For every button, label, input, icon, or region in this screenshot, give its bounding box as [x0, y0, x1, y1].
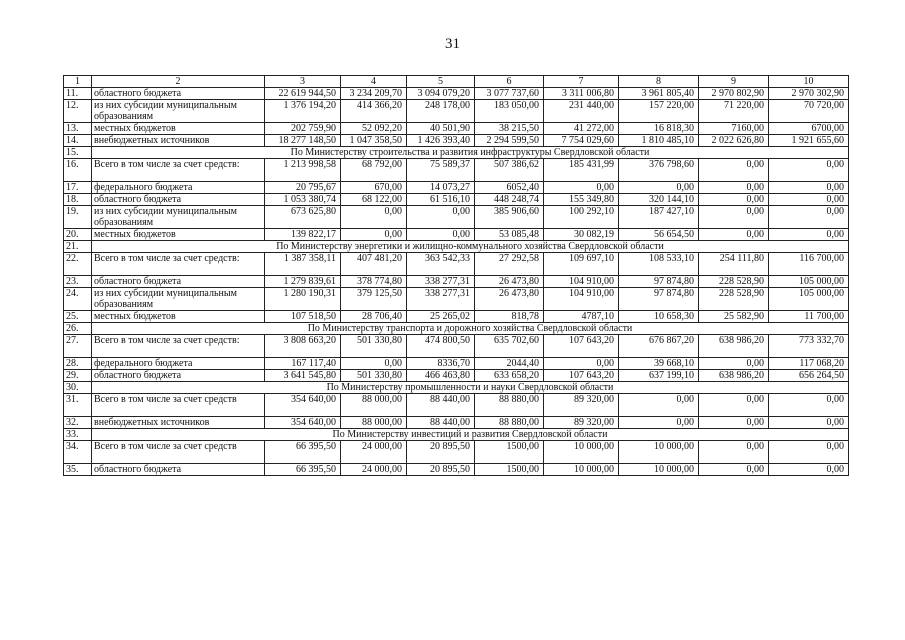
- row-number: 27.: [64, 335, 92, 358]
- row-label: Всего в том числе за счет средств: [92, 441, 265, 464]
- value-cell: 1500,00: [475, 441, 544, 464]
- section-title: По Министерству инвестиций и развития Свердловской области: [92, 429, 849, 441]
- value-cell: 11 700,00: [769, 311, 849, 323]
- table-row: [64, 358, 849, 370]
- table-row: [64, 464, 849, 476]
- value-cell: 635 702,60: [475, 335, 544, 358]
- column-header-2: 2: [92, 76, 265, 88]
- value-cell: 4787,10: [544, 311, 619, 323]
- value-cell: 1 376 194,20: [265, 100, 341, 123]
- row-number: 33.: [64, 429, 92, 441]
- value-cell: 187 427,10: [619, 206, 699, 229]
- row-number: 21.: [64, 241, 92, 253]
- value-cell: 24 000,00: [341, 441, 407, 464]
- value-cell: 27 292,58: [475, 253, 544, 276]
- section-row: [64, 241, 849, 253]
- value-cell: 0,00: [619, 394, 699, 417]
- value-cell: 670,00: [341, 182, 407, 194]
- value-cell: 818,78: [475, 311, 544, 323]
- value-cell: 0,00: [699, 417, 769, 429]
- value-cell: 0,00: [699, 394, 769, 417]
- table-row: [64, 135, 849, 147]
- value-cell: 354 640,00: [265, 394, 341, 417]
- value-cell: 75 589,37: [407, 159, 475, 182]
- value-cell: 116 700,00: [769, 253, 849, 276]
- value-cell: 1 387 358,11: [265, 253, 341, 276]
- value-cell: 20 795,67: [265, 182, 341, 194]
- value-cell: 0,00: [769, 394, 849, 417]
- section-title: По Министерству транспорта и дорожного хозяйства Свердловской области: [92, 323, 849, 335]
- value-cell: 7 754 029,60: [544, 135, 619, 147]
- value-cell: 1 921 655,60: [769, 135, 849, 147]
- row-label: Всего в том числе за счет средств:: [92, 159, 265, 182]
- value-cell: 10 658,30: [619, 311, 699, 323]
- page-number: 31: [445, 36, 460, 52]
- value-cell: 88 880,00: [475, 417, 544, 429]
- value-cell: 2 022 626,80: [699, 135, 769, 147]
- value-cell: 0,00: [699, 182, 769, 194]
- value-cell: 2 294 599,50: [475, 135, 544, 147]
- section-row: [64, 382, 849, 394]
- value-cell: 0,00: [769, 464, 849, 476]
- table-row: [64, 417, 849, 429]
- value-cell: 1 213 998,58: [265, 159, 341, 182]
- row-number: 32.: [64, 417, 92, 429]
- value-cell: 20 895,50: [407, 464, 475, 476]
- value-cell: 25 582,90: [699, 311, 769, 323]
- table-row: [64, 206, 849, 229]
- value-cell: 338 277,31: [407, 288, 475, 311]
- column-header-4: 4: [341, 76, 407, 88]
- value-cell: 0,00: [699, 159, 769, 182]
- value-cell: 0,00: [769, 417, 849, 429]
- row-number: 29.: [64, 370, 92, 382]
- value-cell: 6052,40: [475, 182, 544, 194]
- row-label: областного бюджета: [92, 194, 265, 206]
- value-cell: 407 481,20: [341, 253, 407, 276]
- value-cell: 676 867,20: [619, 335, 699, 358]
- table-row: [64, 394, 849, 417]
- value-cell: 66 395,50: [265, 441, 341, 464]
- value-cell: 773 332,70: [769, 335, 849, 358]
- value-cell: 501 330,80: [341, 370, 407, 382]
- value-cell: 414 366,20: [341, 100, 407, 123]
- row-number: 35.: [64, 464, 92, 476]
- value-cell: 378 774,80: [341, 276, 407, 288]
- row-number: 20.: [64, 229, 92, 241]
- value-cell: 0,00: [544, 182, 619, 194]
- value-cell: 673 625,80: [265, 206, 341, 229]
- column-header-6: 6: [475, 76, 544, 88]
- value-cell: 0,00: [769, 194, 849, 206]
- value-cell: 228 528,90: [699, 276, 769, 288]
- section-row: [64, 429, 849, 441]
- value-cell: 2 970 302,90: [769, 88, 849, 100]
- value-cell: 25 265,02: [407, 311, 475, 323]
- value-cell: 0,00: [619, 417, 699, 429]
- value-cell: 97 874,80: [619, 276, 699, 288]
- value-cell: 108 533,10: [619, 253, 699, 276]
- section-row: [64, 147, 849, 159]
- value-cell: 61 516,10: [407, 194, 475, 206]
- value-cell: 2044,40: [475, 358, 544, 370]
- value-cell: 24 000,00: [341, 464, 407, 476]
- row-number: 15.: [64, 147, 92, 159]
- value-cell: 385 906,60: [475, 206, 544, 229]
- row-number: 17.: [64, 182, 92, 194]
- value-cell: 0,00: [341, 206, 407, 229]
- value-cell: 0,00: [769, 441, 849, 464]
- value-cell: 448 248,74: [475, 194, 544, 206]
- row-label: областного бюджета: [92, 276, 265, 288]
- row-number: 18.: [64, 194, 92, 206]
- value-cell: 254 111,80: [699, 253, 769, 276]
- value-cell: 107 643,20: [544, 370, 619, 382]
- value-cell: 3 234 209,70: [341, 88, 407, 100]
- column-header-9: 9: [699, 76, 769, 88]
- value-cell: 39 668,10: [619, 358, 699, 370]
- row-label: областного бюджета: [92, 464, 265, 476]
- row-label: местных бюджетов: [92, 311, 265, 323]
- column-header-10: 10: [769, 76, 849, 88]
- value-cell: 507 386,62: [475, 159, 544, 182]
- value-cell: 89 320,00: [544, 394, 619, 417]
- row-label: Всего в том числе за счет средств:: [92, 335, 265, 358]
- row-label: федерального бюджета: [92, 358, 265, 370]
- value-cell: 70 720,00: [769, 100, 849, 123]
- value-cell: 248 178,00: [407, 100, 475, 123]
- row-number: 25.: [64, 311, 92, 323]
- table-row: [64, 311, 849, 323]
- value-cell: 10 000,00: [544, 464, 619, 476]
- value-cell: 7160,00: [699, 123, 769, 135]
- table-row: [64, 123, 849, 135]
- value-cell: 638 986,20: [699, 370, 769, 382]
- value-cell: 638 986,20: [699, 335, 769, 358]
- row-label: областного бюджета: [92, 88, 265, 100]
- value-cell: 107 643,20: [544, 335, 619, 358]
- value-cell: 183 050,00: [475, 100, 544, 123]
- row-number: 28.: [64, 358, 92, 370]
- row-number: 31.: [64, 394, 92, 417]
- table-row: [64, 335, 849, 358]
- value-cell: 474 800,50: [407, 335, 475, 358]
- value-cell: 26 473,80: [475, 276, 544, 288]
- value-cell: 38 215,50: [475, 123, 544, 135]
- value-cell: 0,00: [699, 441, 769, 464]
- value-cell: 68 122,00: [341, 194, 407, 206]
- value-cell: 231 440,00: [544, 100, 619, 123]
- value-cell: 0,00: [769, 229, 849, 241]
- value-cell: 3 961 805,40: [619, 88, 699, 100]
- row-number: 19.: [64, 206, 92, 229]
- column-header-3: 3: [265, 76, 341, 88]
- row-number: 14.: [64, 135, 92, 147]
- value-cell: 0,00: [699, 206, 769, 229]
- value-cell: 104 910,00: [544, 276, 619, 288]
- value-cell: 0,00: [407, 206, 475, 229]
- value-cell: 97 874,80: [619, 288, 699, 311]
- section-title: По Министерству промышленности и науки Свердловской области: [92, 382, 849, 394]
- value-cell: 18 277 148,50: [265, 135, 341, 147]
- value-cell: 71 220,00: [699, 100, 769, 123]
- value-cell: 88 000,00: [341, 417, 407, 429]
- value-cell: 1500,00: [475, 464, 544, 476]
- value-cell: 20 895,50: [407, 441, 475, 464]
- value-cell: 41 272,00: [544, 123, 619, 135]
- value-cell: 10 000,00: [619, 441, 699, 464]
- row-number: 11.: [64, 88, 92, 100]
- value-cell: 656 264,50: [769, 370, 849, 382]
- column-header-8: 8: [619, 76, 699, 88]
- value-cell: 501 330,80: [341, 335, 407, 358]
- row-number: 34.: [64, 441, 92, 464]
- budget-table: [63, 75, 849, 476]
- row-number: 12.: [64, 100, 92, 123]
- value-cell: 185 431,99: [544, 159, 619, 182]
- row-label: федерального бюджета: [92, 182, 265, 194]
- row-label: местных бюджетов: [92, 123, 265, 135]
- row-label: местных бюджетов: [92, 229, 265, 241]
- value-cell: 0,00: [341, 229, 407, 241]
- value-cell: 0,00: [769, 206, 849, 229]
- value-cell: 2 970 802,90: [699, 88, 769, 100]
- row-number: 13.: [64, 123, 92, 135]
- value-cell: 376 798,60: [619, 159, 699, 182]
- value-cell: 28 706,40: [341, 311, 407, 323]
- table-row: [64, 88, 849, 100]
- section-row: [64, 323, 849, 335]
- table-row: [64, 182, 849, 194]
- value-cell: 88 000,00: [341, 394, 407, 417]
- value-cell: 66 395,50: [265, 464, 341, 476]
- value-cell: 1 279 839,61: [265, 276, 341, 288]
- value-cell: 363 542,33: [407, 253, 475, 276]
- value-cell: 0,00: [769, 182, 849, 194]
- row-number: 26.: [64, 323, 92, 335]
- row-label: из них субсидии муниципальным образованиям: [92, 288, 265, 311]
- value-cell: 40 501,90: [407, 123, 475, 135]
- value-cell: 104 910,00: [544, 288, 619, 311]
- table-row: [64, 276, 849, 288]
- value-cell: 26 473,80: [475, 288, 544, 311]
- value-cell: 3 094 079,20: [407, 88, 475, 100]
- column-header-1: 1: [64, 76, 92, 88]
- value-cell: 107 518,50: [265, 311, 341, 323]
- value-cell: 0,00: [699, 358, 769, 370]
- value-cell: 6700,00: [769, 123, 849, 135]
- value-cell: 3 641 545,80: [265, 370, 341, 382]
- value-cell: 22 619 944,50: [265, 88, 341, 100]
- value-cell: 0,00: [544, 358, 619, 370]
- table-row: [64, 159, 849, 182]
- value-cell: 109 697,10: [544, 253, 619, 276]
- value-cell: 202 759,90: [265, 123, 341, 135]
- value-cell: 0,00: [699, 194, 769, 206]
- value-cell: 155 349,80: [544, 194, 619, 206]
- value-cell: 1 426 393,40: [407, 135, 475, 147]
- value-cell: 354 640,00: [265, 417, 341, 429]
- value-cell: 0,00: [407, 229, 475, 241]
- header-row: [64, 76, 849, 88]
- value-cell: 0,00: [699, 464, 769, 476]
- row-number: 16.: [64, 159, 92, 182]
- value-cell: 0,00: [619, 182, 699, 194]
- table-row: [64, 253, 849, 276]
- value-cell: 0,00: [769, 159, 849, 182]
- value-cell: 466 463,80: [407, 370, 475, 382]
- value-cell: 89 320,00: [544, 417, 619, 429]
- row-label: из них субсидии муниципальным образованиям: [92, 100, 265, 123]
- row-number: 30.: [64, 382, 92, 394]
- table-row: [64, 370, 849, 382]
- value-cell: 228 528,90: [699, 288, 769, 311]
- value-cell: 8336,70: [407, 358, 475, 370]
- value-cell: 10 000,00: [544, 441, 619, 464]
- value-cell: 379 125,50: [341, 288, 407, 311]
- value-cell: 53 085,48: [475, 229, 544, 241]
- row-number: 24.: [64, 288, 92, 311]
- value-cell: 88 880,00: [475, 394, 544, 417]
- value-cell: 338 277,31: [407, 276, 475, 288]
- section-title: По Министерству строительства и развития инфраструктуры Свердловской области: [92, 147, 849, 159]
- value-cell: 0,00: [699, 229, 769, 241]
- table-row: [64, 100, 849, 123]
- value-cell: 10 000,00: [619, 464, 699, 476]
- value-cell: 88 440,00: [407, 394, 475, 417]
- value-cell: 16 818,30: [619, 123, 699, 135]
- row-label: внебюджетных источников: [92, 417, 265, 429]
- value-cell: 320 144,10: [619, 194, 699, 206]
- row-number: 22.: [64, 253, 92, 276]
- value-cell: 1 280 190,31: [265, 288, 341, 311]
- value-cell: 56 654,50: [619, 229, 699, 241]
- row-label: Всего в том числе за счет средств: [92, 394, 265, 417]
- row-label: областного бюджета: [92, 370, 265, 382]
- column-header-5: 5: [407, 76, 475, 88]
- value-cell: 117 068,20: [769, 358, 849, 370]
- row-label: Всего в том числе за счет средств:: [92, 253, 265, 276]
- value-cell: 100 292,10: [544, 206, 619, 229]
- row-label: из них субсидии муниципальным образованиям: [92, 206, 265, 229]
- value-cell: 167 117,40: [265, 358, 341, 370]
- value-cell: 3 311 006,80: [544, 88, 619, 100]
- table-row: [64, 288, 849, 311]
- row-number: 23.: [64, 276, 92, 288]
- value-cell: 633 658,20: [475, 370, 544, 382]
- value-cell: 14 073,27: [407, 182, 475, 194]
- value-cell: 68 792,00: [341, 159, 407, 182]
- value-cell: 637 199,10: [619, 370, 699, 382]
- table-row: [64, 441, 849, 464]
- value-cell: 1 053 380,74: [265, 194, 341, 206]
- value-cell: 30 082,19: [544, 229, 619, 241]
- value-cell: 105 000,00: [769, 288, 849, 311]
- value-cell: 0,00: [341, 358, 407, 370]
- value-cell: 3 808 663,20: [265, 335, 341, 358]
- value-cell: 88 440,00: [407, 417, 475, 429]
- value-cell: 157 220,00: [619, 100, 699, 123]
- column-header-7: 7: [544, 76, 619, 88]
- table-body: [64, 76, 849, 476]
- section-title: По Министерству энергетики и жилищно-коммунального хозяйства Свердловской области: [92, 241, 849, 253]
- value-cell: 3 077 737,60: [475, 88, 544, 100]
- value-cell: 1 810 485,10: [619, 135, 699, 147]
- value-cell: 139 822,17: [265, 229, 341, 241]
- table-row: [64, 229, 849, 241]
- value-cell: 105 000,00: [769, 276, 849, 288]
- row-label: внебюджетных источников: [92, 135, 265, 147]
- value-cell: 1 047 358,50: [341, 135, 407, 147]
- value-cell: 52 092,20: [341, 123, 407, 135]
- table-row: [64, 194, 849, 206]
